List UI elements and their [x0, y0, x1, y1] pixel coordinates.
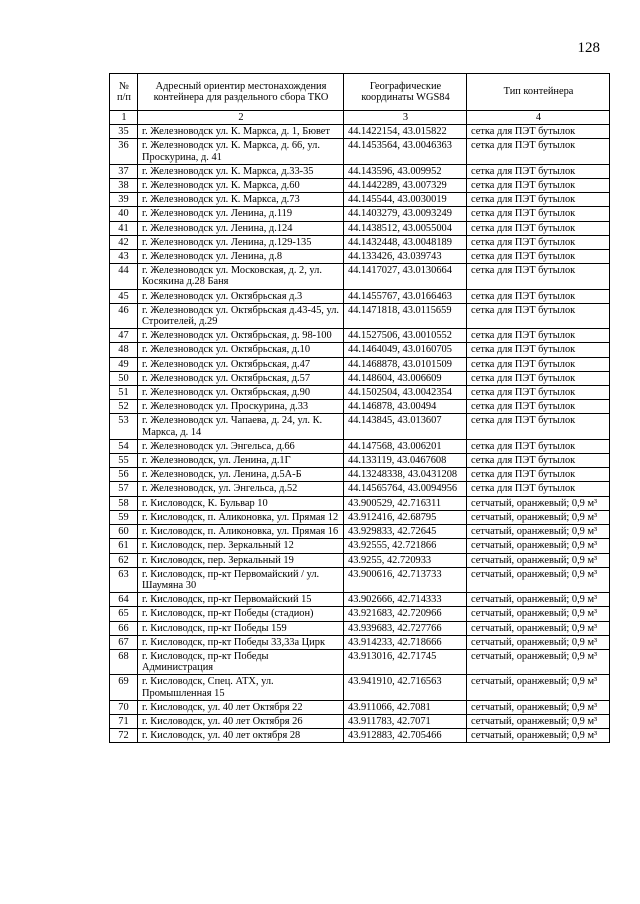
row-coordinates: 43.902666, 42.714333 [344, 593, 467, 607]
row-coordinates: 44.1432448, 43.0048189 [344, 235, 467, 249]
row-coordinates: 44.133119, 43.0467608 [344, 454, 467, 468]
row-container-type: сетчатый, оранжевый; 0,9 м³ [467, 496, 610, 510]
row-number: 57 [110, 482, 138, 496]
row-container-type: сетчатый, оранжевый; 0,9 м³ [467, 539, 610, 553]
row-number: 52 [110, 400, 138, 414]
row-container-type: сетчатый, оранжевый; 0,9 м³ [467, 649, 610, 674]
table-row [110, 329, 610, 343]
row-address: г. Кисловодск, К. Бульвар 10 [138, 496, 344, 510]
row-number: 51 [110, 386, 138, 400]
table-row [110, 371, 610, 385]
row-coordinates: 44.1471818, 43.0115659 [344, 303, 467, 328]
row-number: 65 [110, 607, 138, 621]
row-number: 37 [110, 164, 138, 178]
row-address: г. Железноводск ул. Московская, д. 2, ул. Косякина д.28 Баня [138, 264, 344, 289]
table-row [110, 496, 610, 510]
row-container-type: сетчатый, оранжевый; 0,9 м³ [467, 621, 610, 635]
row-container-type: сетчатый, оранжевый; 0,9 м³ [467, 607, 610, 621]
row-container-type: сетка для ПЭТ бутылок [467, 303, 610, 328]
row-number: 36 [110, 139, 138, 164]
row-number: 72 [110, 729, 138, 743]
row-address: г. Железноводск ул. К. Маркса, д.60 [138, 179, 344, 193]
row-number: 50 [110, 371, 138, 385]
row-number: 70 [110, 700, 138, 714]
row-address: г. Железноводск ул. Октябрьская д.3 [138, 289, 344, 303]
row-container-type: сетка для ПЭТ бутылок [467, 139, 610, 164]
row-address: г. Кисловодск, Спец. АТХ, ул. Промышленная 15 [138, 675, 344, 700]
row-container-type: сетка для ПЭТ бутылок [467, 179, 610, 193]
row-container-type: сетчатый, оранжевый; 0,9 м³ [467, 593, 610, 607]
table-row [110, 468, 610, 482]
table-row [110, 414, 610, 439]
row-number: 40 [110, 207, 138, 221]
table-row [110, 207, 610, 221]
row-number: 59 [110, 510, 138, 524]
row-address: г. Железноводск, ул. Ленина, д.5А-Б [138, 468, 344, 482]
row-number: 43 [110, 250, 138, 264]
row-container-type: сетка для ПЭТ бутылок [467, 164, 610, 178]
table-row [110, 675, 610, 700]
row-container-type: сетка для ПЭТ бутылок [467, 454, 610, 468]
row-address: г. Железноводск ул. К. Маркса, д. 66, ул. Проскурина, д. 41 [138, 139, 344, 164]
table-row [110, 714, 610, 728]
row-container-type: сетчатый, оранжевый; 0,9 м³ [467, 714, 610, 728]
row-coordinates: 43.912883, 42.705466 [344, 729, 467, 743]
row-address: г. Железноводск ул. Октябрьская, д.47 [138, 357, 344, 371]
row-container-type: сетка для ПЭТ бутылок [467, 343, 610, 357]
row-number: 38 [110, 179, 138, 193]
table-row [110, 303, 610, 328]
table-row [110, 700, 610, 714]
row-number: 60 [110, 525, 138, 539]
row-coordinates: 44.146878, 43.00494 [344, 400, 467, 414]
row-address: г. Железноводск ул. Чапаева, д. 24, ул. К. Маркса, д. 14 [138, 414, 344, 439]
row-number: 44 [110, 264, 138, 289]
table-row [110, 539, 610, 553]
table-row [110, 193, 610, 207]
row-number: 47 [110, 329, 138, 343]
table-row [110, 357, 610, 371]
table-row [110, 553, 610, 567]
row-number: 67 [110, 635, 138, 649]
table-row [110, 729, 610, 743]
row-number: 35 [110, 125, 138, 139]
row-container-type: сетка для ПЭТ бутылок [467, 125, 610, 139]
row-coordinates: 43.913016, 42.71745 [344, 649, 467, 674]
row-address: г. Железноводск ул. Ленина, д.119 [138, 207, 344, 221]
header-num: № п/п [110, 74, 138, 111]
row-coordinates: 44.133426, 43.039743 [344, 250, 467, 264]
header-type: Тип контейнера [467, 74, 610, 111]
table-row [110, 454, 610, 468]
row-number: 64 [110, 593, 138, 607]
table-row [110, 635, 610, 649]
table-row [110, 235, 610, 249]
row-address: г. Железноводск ул. Проскурина, д.33 [138, 400, 344, 414]
row-address: г. Железноводск ул. Октябрьская д.43-45, ул. Строителей, д.29 [138, 303, 344, 328]
table-row [110, 439, 610, 453]
row-address: г. Кисловодск, пр-кт Победы 33,33а Цирк [138, 635, 344, 649]
table-row [110, 607, 610, 621]
row-coordinates: 43.900529, 42.716311 [344, 496, 467, 510]
row-coordinates: 43.912416, 42.68795 [344, 510, 467, 524]
row-container-type: сетка для ПЭТ бутылок [467, 289, 610, 303]
row-container-type: сетка для ПЭТ бутылок [467, 439, 610, 453]
row-container-type: сетка для ПЭТ бутылок [467, 193, 610, 207]
header-index: 2 [138, 111, 344, 125]
table-row [110, 221, 610, 235]
row-coordinates: 44.143596, 43.009952 [344, 164, 467, 178]
row-address: г. Железноводск ул. Октябрьская, д.57 [138, 371, 344, 385]
row-address: г. Кисловодск, пр-кт Победы 159 [138, 621, 344, 635]
row-address: г. Железноводск, ул. Энгельса, д.52 [138, 482, 344, 496]
row-number: 71 [110, 714, 138, 728]
table-row [110, 593, 610, 607]
row-coordinates: 43.9255, 42.720933 [344, 553, 467, 567]
table-row [110, 525, 610, 539]
row-number: 56 [110, 468, 138, 482]
table-row [110, 164, 610, 178]
row-address: г. Кисловодск, пер. Зеркальный 12 [138, 539, 344, 553]
row-coordinates: 44.1527506, 43.0010552 [344, 329, 467, 343]
row-address: г. Железноводск ул. Октябрьская, д.10 [138, 343, 344, 357]
table-row [110, 649, 610, 674]
row-number: 66 [110, 621, 138, 635]
row-number: 46 [110, 303, 138, 328]
header-address: Адресный ориентир местонахождения контейнера для раздельного сбора ТКО [138, 74, 344, 111]
row-address: г. Железноводск ул. Октябрьская, д. 98-100 [138, 329, 344, 343]
row-coordinates: 44.148604, 43.006609 [344, 371, 467, 385]
row-container-type: сетчатый, оранжевый; 0,9 м³ [467, 510, 610, 524]
row-container-type: сетчатый, оранжевый; 0,9 м³ [467, 567, 610, 592]
row-number: 53 [110, 414, 138, 439]
row-coordinates: 44.1453564, 43.0046363 [344, 139, 467, 164]
row-coordinates: 44.1464049, 43.0160705 [344, 343, 467, 357]
row-coordinates: 43.929833, 42.72645 [344, 525, 467, 539]
row-number: 54 [110, 439, 138, 453]
row-number: 39 [110, 193, 138, 207]
row-number: 55 [110, 454, 138, 468]
row-container-type: сетчатый, оранжевый; 0,9 м³ [467, 525, 610, 539]
row-number: 42 [110, 235, 138, 249]
row-container-type: сетка для ПЭТ бутылок [467, 371, 610, 385]
row-address: г. Железноводск ул. Ленина, д.124 [138, 221, 344, 235]
row-coordinates: 43.914233, 42.718666 [344, 635, 467, 649]
table-header [110, 74, 610, 125]
row-coordinates: 44.1468878, 43.0101509 [344, 357, 467, 371]
row-container-type: сетка для ПЭТ бутылок [467, 264, 610, 289]
table-row [110, 400, 610, 414]
row-address: г. Железноводск, ул. Ленина, д.1Г [138, 454, 344, 468]
header-index: 3 [344, 111, 467, 125]
row-container-type: сетка для ПЭТ бутылок [467, 414, 610, 439]
row-address: г. Железноводск ул. Октябрьская, д.90 [138, 386, 344, 400]
row-coordinates: 44.1417027, 43.0130664 [344, 264, 467, 289]
row-coordinates: 44.1455767, 43.0166463 [344, 289, 467, 303]
row-coordinates: 43.900616, 42.713733 [344, 567, 467, 592]
table-body [110, 125, 610, 743]
row-container-type: сетчатый, оранжевый; 0,9 м³ [467, 635, 610, 649]
table-row [110, 621, 610, 635]
row-number: 68 [110, 649, 138, 674]
row-address: г. Кисловодск, п. Аликоновка, ул. Прямая 12 [138, 510, 344, 524]
row-container-type: сетка для ПЭТ бутылок [467, 468, 610, 482]
row-coordinates: 44.1502504, 43.0042354 [344, 386, 467, 400]
row-container-type: сетка для ПЭТ бутылок [467, 386, 610, 400]
row-address: г. Железноводск ул. Ленина, д.8 [138, 250, 344, 264]
table-row [110, 289, 610, 303]
row-coordinates: 44.143845, 43.013607 [344, 414, 467, 439]
row-address: г. Железноводск ул. К. Маркса, д.33-35 [138, 164, 344, 178]
row-container-type: сетчатый, оранжевый; 0,9 м³ [467, 553, 610, 567]
row-number: 69 [110, 675, 138, 700]
row-number: 63 [110, 567, 138, 592]
header-index: 1 [110, 111, 138, 125]
row-address: г. Железноводск ул. Энгельса, д.66 [138, 439, 344, 453]
row-number: 41 [110, 221, 138, 235]
table-row [110, 482, 610, 496]
row-coordinates: 44.1403279, 43.0093249 [344, 207, 467, 221]
table-row [110, 125, 610, 139]
table-row [110, 179, 610, 193]
row-number: 62 [110, 553, 138, 567]
row-address: г. Железноводск ул. Ленина, д.129-135 [138, 235, 344, 249]
row-container-type: сетчатый, оранжевый; 0,9 м³ [467, 729, 610, 743]
row-container-type: сетка для ПЭТ бутылок [467, 235, 610, 249]
container-table [109, 73, 610, 743]
page-number: 128 [577, 40, 600, 56]
row-coordinates: 44.1438512, 43.0055004 [344, 221, 467, 235]
row-container-type: сетка для ПЭТ бутылок [467, 357, 610, 371]
row-coordinates: 44.13248338, 43.0431208 [344, 468, 467, 482]
header-coords: Географические координаты WGS84 [344, 74, 467, 111]
table-row [110, 510, 610, 524]
row-coordinates: 43.911066, 42.7081 [344, 700, 467, 714]
row-address: г. Кисловодск, пр-кт Первомайский 15 [138, 593, 344, 607]
row-coordinates: 43.939683, 42.727766 [344, 621, 467, 635]
row-coordinates: 43.92555, 42.721866 [344, 539, 467, 553]
row-number: 45 [110, 289, 138, 303]
row-number: 61 [110, 539, 138, 553]
row-container-type: сетчатый, оранжевый; 0,9 м³ [467, 675, 610, 700]
row-number: 48 [110, 343, 138, 357]
table-row [110, 386, 610, 400]
row-coordinates: 44.147568, 43.006201 [344, 439, 467, 453]
row-coordinates: 44.14565764, 43.0094956 [344, 482, 467, 496]
row-container-type: сетка для ПЭТ бутылок [467, 207, 610, 221]
row-coordinates: 44.1442289, 43.007329 [344, 179, 467, 193]
row-coordinates: 44.1422154, 43.015822 [344, 125, 467, 139]
row-container-type: сетка для ПЭТ бутылок [467, 250, 610, 264]
table-row [110, 567, 610, 592]
row-address: г. Железноводск ул. К. Маркса, д. 1, Бювет [138, 125, 344, 139]
row-address: г. Кисловодск, пр-кт Победы (стадион) [138, 607, 344, 621]
row-address: г. Кисловодск, ул. 40 лет Октября 26 [138, 714, 344, 728]
row-number: 58 [110, 496, 138, 510]
row-address: г. Кисловодск, п. Аликоновка, ул. Прямая 16 [138, 525, 344, 539]
header-index: 4 [467, 111, 610, 125]
table-row [110, 343, 610, 357]
row-number: 49 [110, 357, 138, 371]
table-row [110, 139, 610, 164]
row-container-type: сетка для ПЭТ бутылок [467, 400, 610, 414]
row-container-type: сетка для ПЭТ бутылок [467, 482, 610, 496]
row-address: г. Железноводск ул. К. Маркса, д.73 [138, 193, 344, 207]
row-address: г. Кисловодск, пр-кт Победы Администрация [138, 649, 344, 674]
row-address: г. Кисловодск, ул. 40 лет октября 28 [138, 729, 344, 743]
row-address: г. Кисловодск, пер. Зеркальный 19 [138, 553, 344, 567]
row-container-type: сетка для ПЭТ бутылок [467, 329, 610, 343]
row-container-type: сетка для ПЭТ бутылок [467, 221, 610, 235]
table-row [110, 250, 610, 264]
row-address: г. Кисловодск, пр-кт Первомайский / ул. Шаумяна 30 [138, 567, 344, 592]
row-coordinates: 43.911783, 42.7071 [344, 714, 467, 728]
row-address: г. Кисловодск, ул. 40 лет Октября 22 [138, 700, 344, 714]
row-coordinates: 43.941910, 42.716563 [344, 675, 467, 700]
row-container-type: сетчатый, оранжевый; 0,9 м³ [467, 700, 610, 714]
table-row [110, 264, 610, 289]
row-coordinates: 44.145544, 43.0030019 [344, 193, 467, 207]
row-coordinates: 43.921683, 42.720966 [344, 607, 467, 621]
